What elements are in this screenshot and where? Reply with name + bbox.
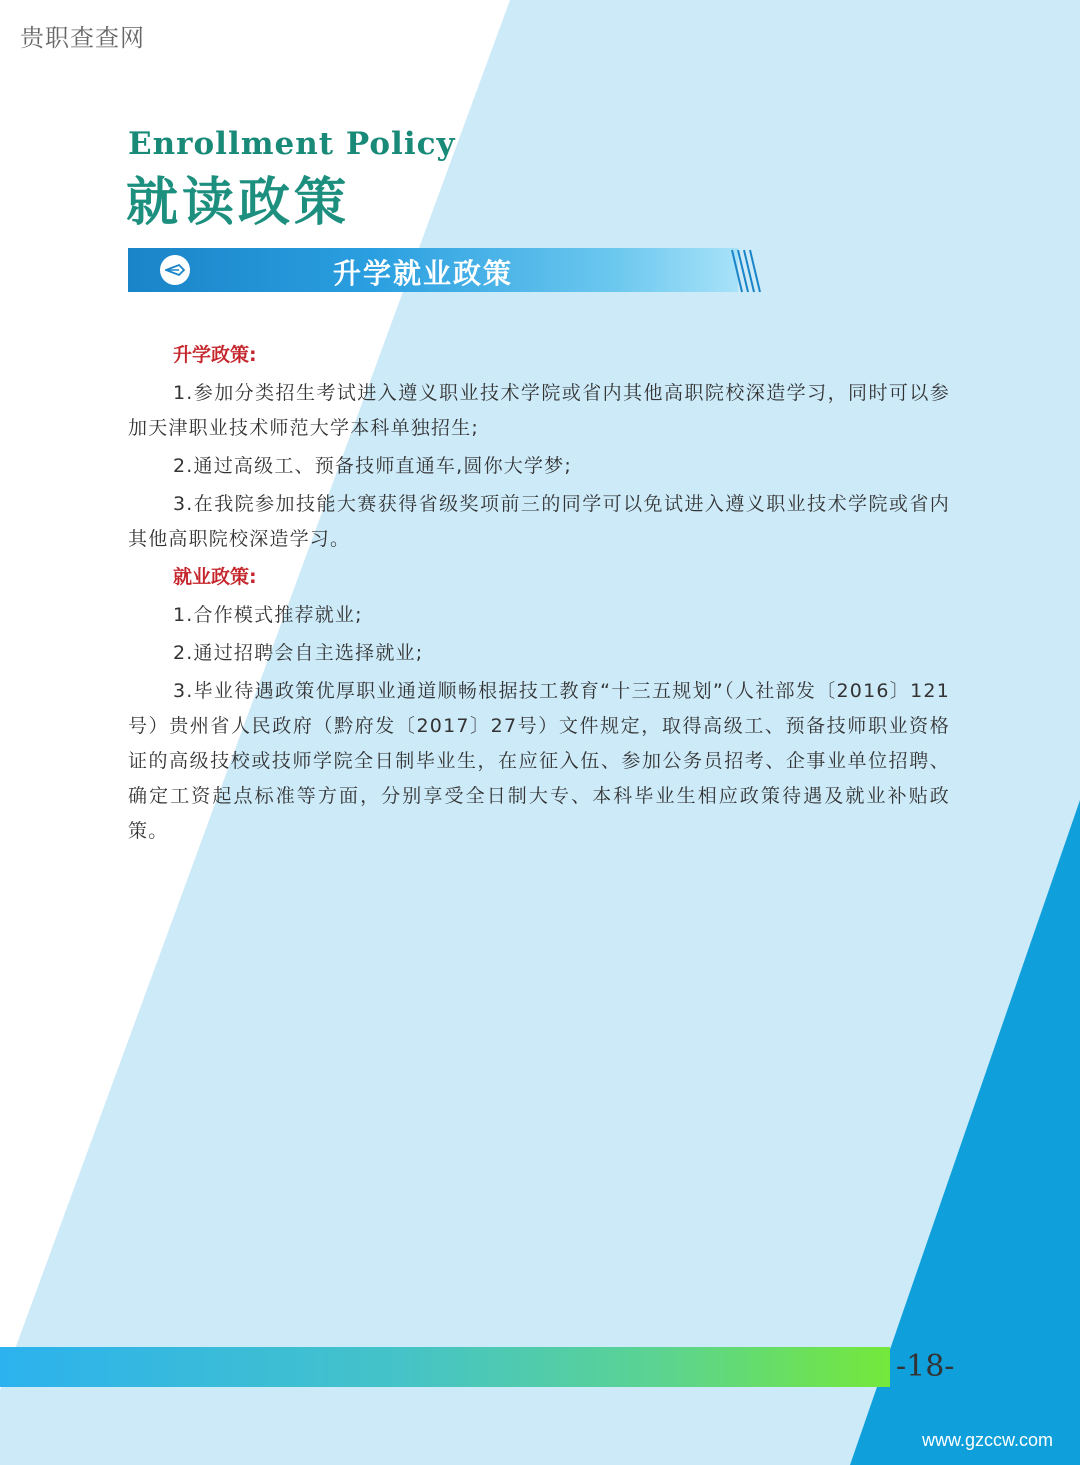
page-number: -18- <box>896 1349 955 1384</box>
site-watermark: 贵职查查网 <box>20 24 145 52</box>
policy-content <box>128 338 950 852</box>
banner-stripes-decoration <box>730 248 764 294</box>
list-item: 2.通过高级工、预备技师直通车,圆你大学梦; <box>173 455 572 477</box>
section-banner <box>128 248 738 292</box>
list-item: 1.参加分类招生考试进入遵义职业技术学院或省内其他高职院校深造学习，同时可以参加天津职业技术师范大学本科单独招生; <box>128 382 950 439</box>
list-item: 2.通过招聘会自主选择就业; <box>173 642 424 664</box>
heading-further-study: 升学政策: <box>173 344 257 366</box>
site-url-watermark: www.gzccw.com <box>922 1430 1054 1450</box>
title-chinese: 就读政策 <box>126 172 351 233</box>
banner-label: 升学就业政策 <box>333 257 514 290</box>
list-item: 3.毕业待遇政策优厚职业通道顺畅根据技工教育“十三五规划”（人社部发〔2016〕121号）贵州省人民政府（黔府发〔2017〕27号）文件规定，取得高级工、预备技师职业资格证的高级技校或技师学院全日制毕业生，在应征入伍、参加公务员招考、企事业单位招聘、确定工资起点标准等方面，分别享受全日制大专、本科毕业生相应政策待遇及就业补贴政策。 <box>128 680 950 842</box>
footer-gradient-bar <box>0 1347 890 1387</box>
list-item: 1.合作模式推荐就业; <box>173 604 363 626</box>
title-english: Enrollment Policy <box>128 126 456 162</box>
heading-employment: 就业政策: <box>173 566 257 588</box>
pen-icon <box>160 255 190 285</box>
list-item: 3.在我院参加技能大赛获得省级奖项前三的同学可以免试进入遵义职业技术学院或省内其他高职院校深造学习。 <box>128 493 950 550</box>
